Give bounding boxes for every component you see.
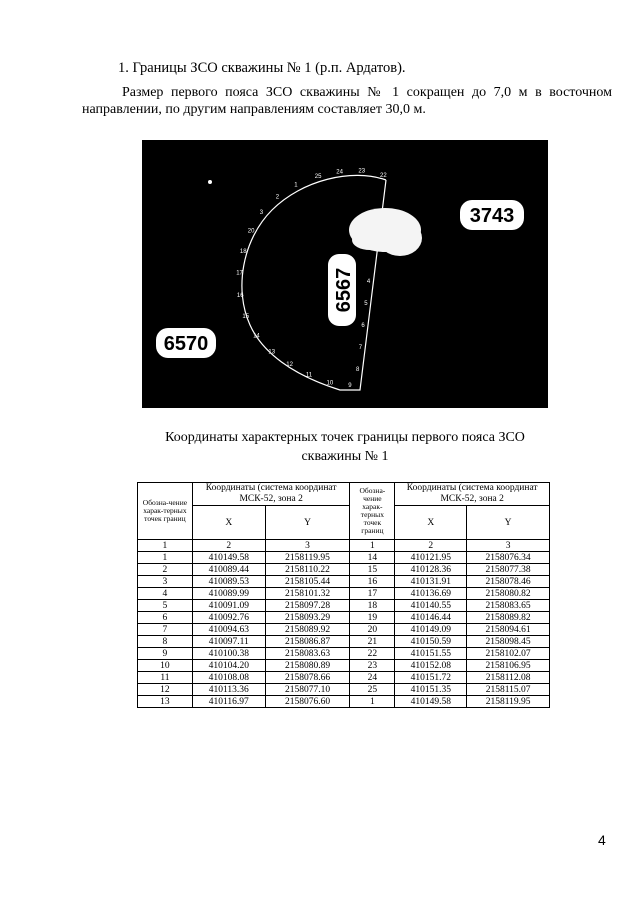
table-cell: 22: [350, 648, 395, 660]
table-cell: 14: [350, 552, 395, 564]
table-cell: 2158119.95: [467, 696, 550, 708]
table-cell: 1: [138, 552, 193, 564]
table-cell: 410149.09: [395, 624, 467, 636]
label-3743: [460, 200, 524, 230]
table-row: [138, 684, 550, 696]
table-cell: 410113.36: [192, 684, 265, 696]
table-cell: 18: [350, 600, 395, 612]
num-cell: 1: [350, 540, 395, 552]
table-cell: 2158097.28: [265, 600, 350, 612]
table-cell: 410121.95: [395, 552, 467, 564]
arc-point-number: 9: [348, 383, 352, 389]
coordinates-table: [137, 482, 550, 708]
table-row: [138, 624, 550, 636]
arc-point-number: 12: [286, 362, 293, 369]
header-point-2: Обозна-чение харак-терных точек границ: [350, 483, 395, 540]
table-cell: 6: [138, 612, 193, 624]
table-cell: 2158112.08: [467, 672, 550, 684]
table-cell: 2158080.82: [467, 588, 550, 600]
table-cell: 8: [138, 636, 193, 648]
table-row: [138, 600, 550, 612]
table-cell: 2: [138, 564, 193, 576]
num-cell: 3: [467, 540, 550, 552]
label-6570: [156, 328, 216, 358]
arc-point-number: 11: [305, 372, 313, 379]
table-cell: 410151.72: [395, 672, 467, 684]
table-cell: 410151.55: [395, 648, 467, 660]
arc-point-number: 16: [236, 292, 244, 299]
table-cell: 410108.08: [192, 672, 265, 684]
table-cell: 410092.76: [192, 612, 265, 624]
table-cell: 2158089.82: [467, 612, 550, 624]
table-cell: 410149.58: [395, 696, 467, 708]
table-cell: 3: [138, 576, 193, 588]
arc-point-number: 20: [247, 228, 255, 235]
table-cell: 410097.11: [192, 636, 265, 648]
table-cell: 410140.55: [395, 600, 467, 612]
label-6567-text: 6567: [333, 267, 355, 313]
table-row: [138, 612, 550, 624]
table-cell: 2158078.46: [467, 576, 550, 588]
label-3743-text: 3743: [469, 205, 515, 227]
table-row: [138, 660, 550, 672]
table-cell: 4: [138, 588, 193, 600]
num-cell: 1: [138, 540, 193, 552]
table-cell: 21: [350, 636, 395, 648]
table-cell: 19: [350, 612, 395, 624]
table-cell: 25: [350, 684, 395, 696]
zone-map: [142, 140, 548, 408]
table-cell: 2158098.45: [467, 636, 550, 648]
header-coords: Координаты (система координат МСК-52, зона 2: [192, 483, 350, 506]
arc-point-number: 13: [268, 349, 276, 356]
table-cell: 1: [350, 696, 395, 708]
table-cell: 11: [138, 672, 193, 684]
table-cell: 2158076.60: [265, 696, 350, 708]
arc-point-number: 5: [364, 300, 368, 307]
table-cell: 2158083.65: [467, 600, 550, 612]
table-cell: 2158105.44: [265, 576, 350, 588]
arc-point-number: 23: [358, 168, 366, 175]
table-cell: 410089.53: [192, 576, 265, 588]
table-cell: 410149.58: [192, 552, 265, 564]
arc-point-number: 1: [294, 182, 298, 189]
table-cell: 12: [138, 684, 193, 696]
num-cell: 3: [265, 540, 350, 552]
header-coords-2: Координаты (система координат МСК-52, зона 2: [395, 483, 550, 506]
table-row: [138, 576, 550, 588]
header-x: X: [192, 506, 265, 540]
table-row: [138, 588, 550, 600]
table-cell: 20: [350, 624, 395, 636]
header-y-2: Y: [467, 506, 550, 540]
map-dot: [208, 180, 212, 184]
table-cell: 410146.44: [395, 612, 467, 624]
label-6567: [328, 254, 356, 326]
table-cell: 2158110.22: [265, 564, 350, 576]
num-cell: 2: [395, 540, 467, 552]
header-y: Y: [265, 506, 350, 540]
table-cell: 410091.09: [192, 600, 265, 612]
arc-point-number: 17: [236, 270, 243, 277]
table-row: [138, 672, 550, 684]
table-cell: 24: [350, 672, 395, 684]
table-cell: 5: [138, 600, 193, 612]
table-cell: 2158106.95: [467, 660, 550, 672]
table-cell: 2158094.61: [467, 624, 550, 636]
table-cell: 2158080.89: [265, 660, 350, 672]
arc-point-number: 24: [336, 169, 343, 176]
table-cell: 2158086.87: [265, 636, 350, 648]
arc-point-number: 22: [380, 173, 387, 179]
table-cell: 2158089.92: [265, 624, 350, 636]
arc-point-number: 14: [253, 333, 260, 340]
table-cell: 2158083.63: [265, 648, 350, 660]
caption-line-2: скважины № 1: [301, 449, 389, 464]
arc-point-number: 4: [366, 279, 371, 285]
arc-point-number: 7: [358, 344, 363, 351]
description-paragraph: Размер первого пояса ЗСО скважины № 1 сокращен до 7,0 м в восточном направлении, по другим направлениям составляет 30,0 м.: [82, 85, 612, 117]
header-point: Обозна-чение харак-терных точек границ: [138, 483, 193, 540]
table-cell: 13: [138, 696, 193, 708]
table-cell: 2158078.66: [265, 672, 350, 684]
arc-point-number: 8: [356, 366, 360, 373]
table-cell: 2158102.07: [467, 648, 550, 660]
table-cell: 9: [138, 648, 193, 660]
arc-point-number: 3: [259, 209, 264, 216]
table-cell: 410116.97: [192, 696, 265, 708]
table-row: [138, 648, 550, 660]
table-row: [138, 564, 550, 576]
table-cell: 7: [138, 624, 193, 636]
arc-point-number: 18: [239, 248, 247, 255]
arc-point-number: 6: [361, 322, 365, 329]
table-cell: 410150.59: [395, 636, 467, 648]
table-cell: 410094.63: [192, 624, 265, 636]
coordinates-body: [138, 552, 550, 708]
column-number-row: [138, 540, 550, 552]
table-cell: 410104.20: [192, 660, 265, 672]
page-number: 4: [598, 832, 606, 848]
arc-point-number: 15: [242, 314, 250, 321]
table-cell: 410131.91: [395, 576, 467, 588]
table-cell: 410089.44: [192, 564, 265, 576]
table-cell: 410151.35: [395, 684, 467, 696]
table-caption: [130, 428, 560, 466]
table-cell: 16: [350, 576, 395, 588]
table-row: [138, 552, 550, 564]
table-cell: 17: [350, 588, 395, 600]
table-cell: 410100.38: [192, 648, 265, 660]
table-cell: 410128.36: [395, 564, 467, 576]
table-cell: 410152.08: [395, 660, 467, 672]
arc-point-number: 2: [275, 194, 280, 201]
table-cell: 2158115.07: [467, 684, 550, 696]
table-row: [138, 696, 550, 708]
table-cell: 2158077.10: [265, 684, 350, 696]
table-cell: 2158077.38: [467, 564, 550, 576]
table-cell: 2158093.29: [265, 612, 350, 624]
arc-point-number: 10: [326, 380, 334, 387]
header-x-2: X: [395, 506, 467, 540]
table-cell: 2158119.95: [265, 552, 350, 564]
table-cell: 2158101.32: [265, 588, 350, 600]
table-cell: 410136.69: [395, 588, 467, 600]
label-6570-text: 6570: [163, 333, 209, 355]
arc-point-number: 25: [314, 174, 322, 181]
table-cell: 23: [350, 660, 395, 672]
table-cell: 2158076.34: [467, 552, 550, 564]
caption-line-1: Координаты характерных точек границы первого пояса ЗСО: [165, 430, 525, 445]
table-cell: 410089.99: [192, 588, 265, 600]
table-cell: 15: [350, 564, 395, 576]
table-cell: 10: [138, 660, 193, 672]
num-cell: 2: [192, 540, 265, 552]
section-heading: 1. Границы ЗСО скважины № 1 (р.п. Ардатов).: [118, 60, 406, 76]
table-row: [138, 636, 550, 648]
